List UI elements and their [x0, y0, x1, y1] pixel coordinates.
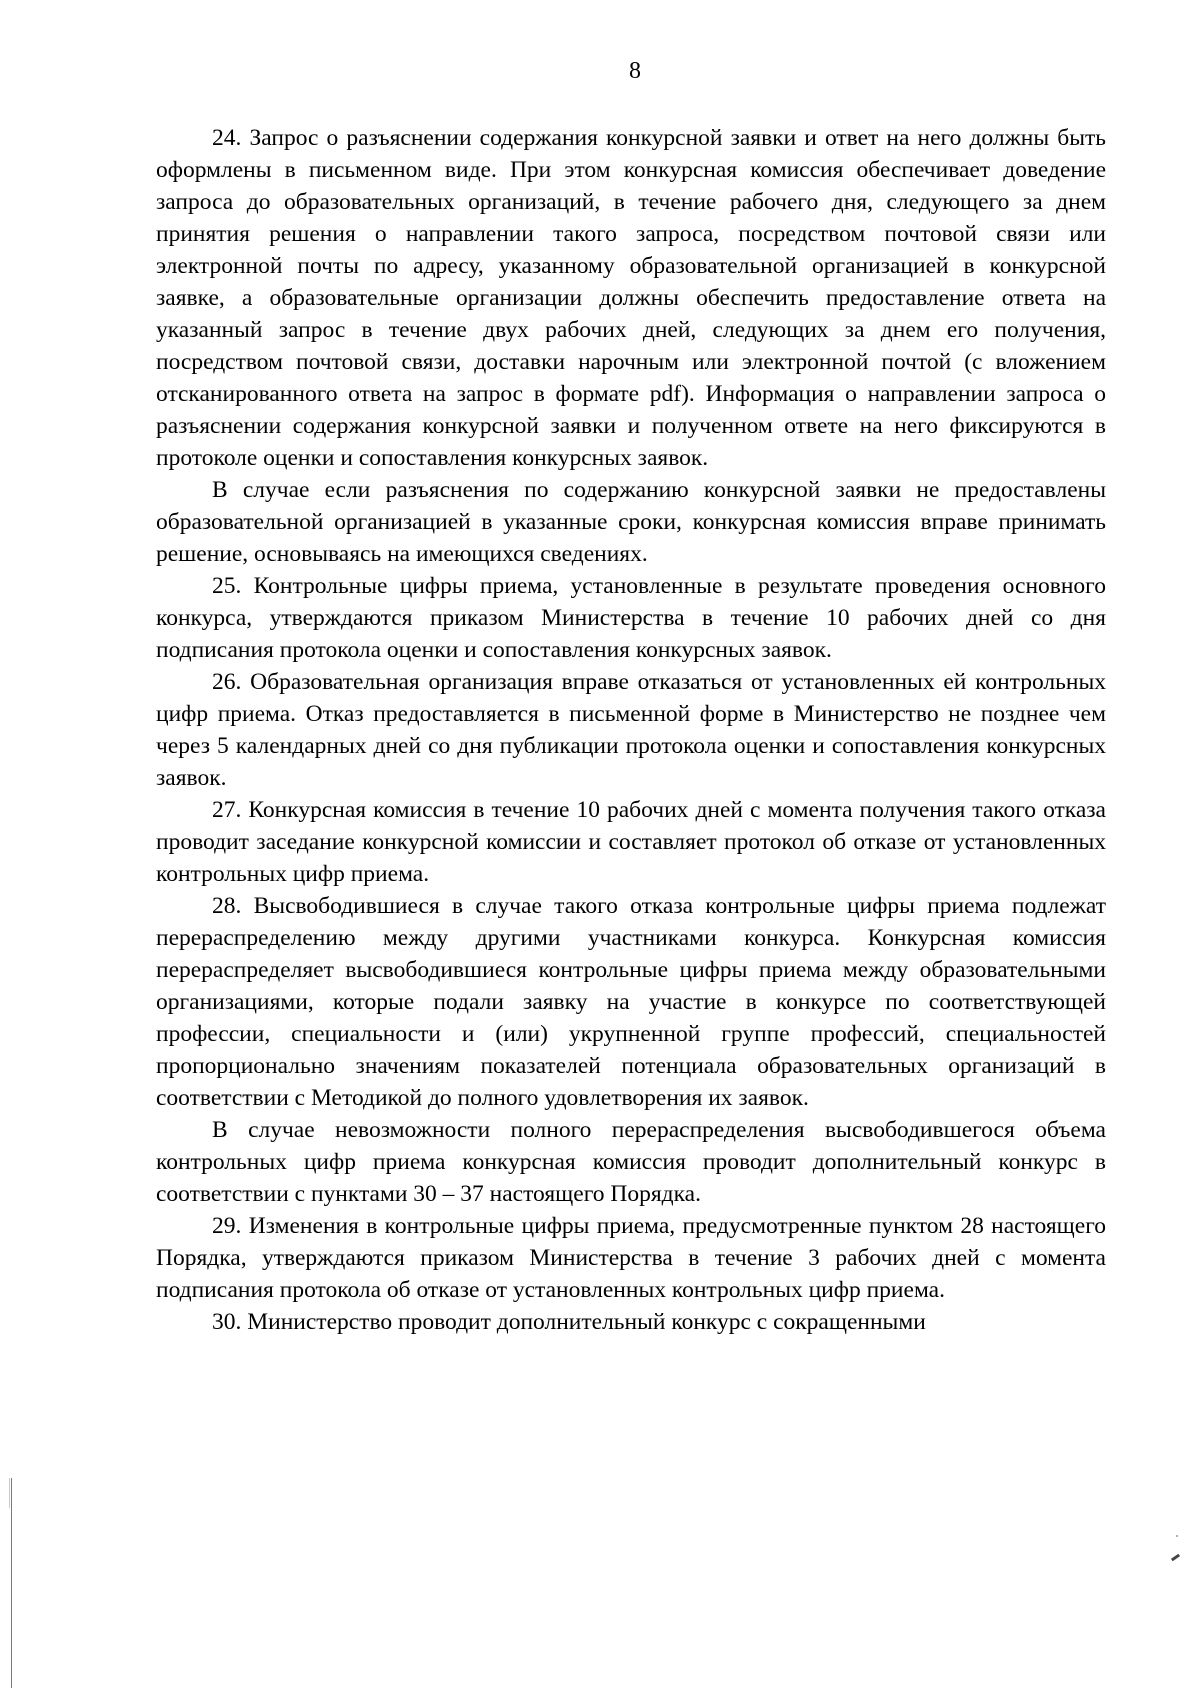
paragraph-30: 30. Министерство проводит дополнительный конкурс с сокращенными [212, 1309, 926, 1335]
paragraph-24: 24. Запрос о разъяснении содержания конкурсной заявки и ответ на него должны быть оформлены в письменном виде. При этом конкурсная комиссия обеспечивает доведение запроса до образовательных организаций, в течение рабочего дня, следующего за днем принятия решения о направлении такого запроса, посредством почтовой связи или электронной почты по адресу, указанному образовательной организацией в конкурсной заявке, а образовательные организации должны обеспечить предоставление ответа на указанный запрос в течение двух рабочих дней, следующих за днем его получения, посредством почтовой связи, доставки нарочным или электронной почтой (с вложением отсканированного ответа на запрос в формате pdf). Информация о направлении запроса о разъяснении содержания конкурсной заявки и полученном ответе на него фиксируются в протоколе оценки и сопоставления конкурсных заявок. [156, 125, 1106, 471]
paragraph-24-clarification: В случае если разъяснения по содержанию конкурсной заявки не предоставлены образовательной организацией в указанные сроки, конкурсная комиссия вправе принимать решение, основываясь на имеющихся сведениях. [156, 477, 1106, 567]
paragraph-28: 28. Высвободившиеся в случае такого отказа контрольные цифры приема подлежат перераспределению между другими участниками конкурса. Конкурсная комиссия перераспределяет высвободившиеся контрольные цифры приема между образовательными организациями, которые подали заявку на участие в конкурсе по соответствующей профессии, специальности и (или) укрупненной группе профессий, специальностей пропорционально значениям показателей потенциала образовательных организаций в соответствии с Методикой до полного удовлетворения их заявок. [156, 893, 1106, 1111]
paragraph-26: 26. Образовательная организация вправе отказаться от установленных ей контрольных цифр приема. Отказ предоставляется в письменной форме в Министерство не позднее чем через 5 календарных дней со дня публикации протокола оценки и сопоставления конкурсных заявок. [156, 669, 1106, 791]
scan-mark [1171, 1554, 1180, 1562]
scan-margin-shadow [9, 1478, 10, 1508]
paragraph-28-additional-contest: В случае невозможности полного перераспределения высвободившегося объема контрольных цифр приема конкурсная комиссия проводит дополнительный конкурс в соответствии с пунктами 30 – 37 настоящего Порядка. [156, 1117, 1106, 1207]
document-body [156, 122, 1106, 1338]
scan-margin-line [11, 1478, 12, 1688]
paragraph-25: 25. Контрольные цифры приема, установленные в результате проведения основного конкурса, утверждаются приказом Министерства в течение 10 рабочих дней со дня подписания протокола оценки и сопоставления конкурсных заявок. [156, 573, 1106, 663]
paragraph-29: 29. Изменения в контрольные цифры приема, предусмотренные пунктом 28 настоящего Порядка, утверждаются приказом Министерства в течение 3 рабочих дней с момента подписания протокола об отказе от установленных контрольных цифр приема. [156, 1213, 1106, 1303]
page-number: 8 [629, 58, 641, 84]
paragraph-27: 27. Конкурсная комиссия в течение 10 рабочих дней с момента получения такого отказа проводит заседание конкурсной комиссии и составляет протокол об отказе от установленных контрольных цифр приема. [156, 797, 1106, 887]
scan-speck [1176, 1535, 1178, 1537]
